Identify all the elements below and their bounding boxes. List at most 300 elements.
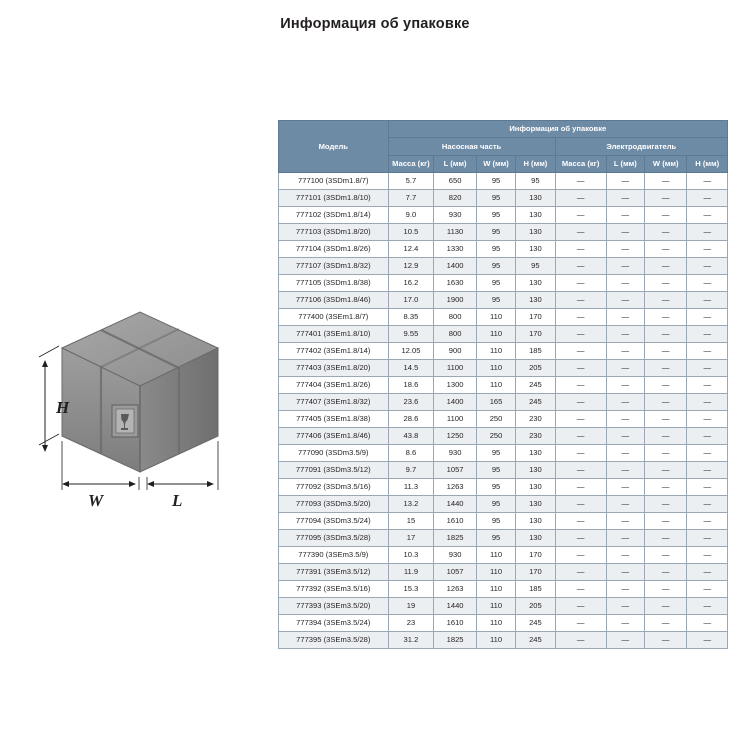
cell-motor-2: — <box>644 173 687 190</box>
cell-pump-3: 170 <box>516 326 555 343</box>
table-row <box>279 343 728 360</box>
header-group-motor: Электродвигатель <box>555 138 727 156</box>
table-row <box>279 190 728 207</box>
table-row <box>279 632 728 649</box>
table-row <box>279 326 728 343</box>
cell-motor-0: — <box>555 445 606 462</box>
cell-pump-1: 930 <box>434 207 477 224</box>
cell-motor-0: — <box>555 224 606 241</box>
cell-pump-0: 11.9 <box>388 564 434 581</box>
cell-pump-2: 95 <box>476 513 515 530</box>
cell-pump-2: 110 <box>476 343 515 360</box>
cell-model: 777400 (3SEm1.8/7) <box>279 309 389 326</box>
cell-motor-0: — <box>555 343 606 360</box>
cell-pump-0: 19 <box>388 598 434 615</box>
cell-pump-0: 23.6 <box>388 394 434 411</box>
cell-motor-1: — <box>606 530 644 547</box>
cell-model: 777405 (3SEm1.8/38) <box>279 411 389 428</box>
cell-motor-3: — <box>687 173 728 190</box>
cell-pump-2: 95 <box>476 479 515 496</box>
dimension-label-w: W <box>88 491 104 510</box>
cell-motor-0: — <box>555 411 606 428</box>
cell-pump-1: 1250 <box>434 428 477 445</box>
cell-motor-2: — <box>644 207 687 224</box>
cell-pump-3: 130 <box>516 207 555 224</box>
cell-pump-3: 230 <box>516 411 555 428</box>
header-group-pump: Насосная часть <box>388 138 555 156</box>
cell-motor-1: — <box>606 428 644 445</box>
cell-motor-3: — <box>687 411 728 428</box>
cell-pump-0: 28.6 <box>388 411 434 428</box>
cell-model: 777100 (3SDm1.8/7) <box>279 173 389 190</box>
cell-pump-3: 130 <box>516 241 555 258</box>
cell-motor-1: — <box>606 224 644 241</box>
cell-model: 777401 (3SEm1.8/10) <box>279 326 389 343</box>
cell-motor-0: — <box>555 275 606 292</box>
cell-pump-3: 205 <box>516 598 555 615</box>
cell-pump-0: 9.7 <box>388 462 434 479</box>
cell-pump-2: 110 <box>476 377 515 394</box>
header-motor-h: H (мм) <box>687 156 728 173</box>
cell-motor-1: — <box>606 496 644 513</box>
table-row <box>279 598 728 615</box>
cell-motor-3: — <box>687 615 728 632</box>
cell-model: 777391 (3SEm3.5/12) <box>279 564 389 581</box>
cell-motor-1: — <box>606 343 644 360</box>
cell-motor-3: — <box>687 326 728 343</box>
cell-pump-0: 43.8 <box>388 428 434 445</box>
cell-pump-3: 185 <box>516 581 555 598</box>
table-head <box>279 121 728 173</box>
cell-motor-2: — <box>644 275 687 292</box>
dimension-label-h: H <box>56 398 70 417</box>
cell-motor-2: — <box>644 547 687 564</box>
cell-motor-2: — <box>644 411 687 428</box>
cell-pump-3: 170 <box>516 547 555 564</box>
cell-pump-2: 110 <box>476 598 515 615</box>
cell-motor-0: — <box>555 207 606 224</box>
cell-motor-0: — <box>555 547 606 564</box>
cell-motor-3: — <box>687 496 728 513</box>
cell-pump-2: 165 <box>476 394 515 411</box>
table-row <box>279 360 728 377</box>
cell-pump-0: 12.4 <box>388 241 434 258</box>
table-row <box>279 224 728 241</box>
cell-motor-1: — <box>606 173 644 190</box>
cell-pump-1: 1610 <box>434 513 477 530</box>
cell-motor-3: — <box>687 190 728 207</box>
cell-pump-2: 95 <box>476 462 515 479</box>
table-row <box>279 292 728 309</box>
cell-pump-0: 15 <box>388 513 434 530</box>
cell-pump-1: 1400 <box>434 258 477 275</box>
cell-pump-1: 1130 <box>434 224 477 241</box>
cell-pump-0: 7.7 <box>388 190 434 207</box>
box-drawing <box>22 300 262 530</box>
cell-motor-3: — <box>687 462 728 479</box>
cell-pump-0: 8.35 <box>388 309 434 326</box>
table-row <box>279 615 728 632</box>
cell-motor-1: — <box>606 581 644 598</box>
table-row <box>279 513 728 530</box>
table-row <box>279 547 728 564</box>
cell-motor-1: — <box>606 598 644 615</box>
table-row <box>279 241 728 258</box>
cell-pump-0: 31.2 <box>388 632 434 649</box>
cell-motor-2: — <box>644 326 687 343</box>
cell-pump-2: 95 <box>476 173 515 190</box>
cell-motor-1: — <box>606 258 644 275</box>
packing-info-table <box>278 120 728 649</box>
page-title: Информация об упаковке <box>280 16 470 32</box>
cell-pump-2: 95 <box>476 292 515 309</box>
cell-model: 777403 (3SEm1.8/20) <box>279 360 389 377</box>
table-row <box>279 207 728 224</box>
cell-motor-0: — <box>555 428 606 445</box>
cell-motor-0: — <box>555 377 606 394</box>
cell-motor-1: — <box>606 360 644 377</box>
cell-pump-2: 110 <box>476 632 515 649</box>
cell-pump-2: 110 <box>476 547 515 564</box>
cell-motor-3: — <box>687 377 728 394</box>
cell-motor-1: — <box>606 479 644 496</box>
cell-pump-3: 170 <box>516 309 555 326</box>
cell-motor-1: — <box>606 411 644 428</box>
cell-pump-1: 1440 <box>434 598 477 615</box>
cell-pump-0: 12.05 <box>388 343 434 360</box>
cell-motor-0: — <box>555 581 606 598</box>
cell-pump-1: 1100 <box>434 360 477 377</box>
cell-motor-2: — <box>644 343 687 360</box>
cell-pump-3: 130 <box>516 513 555 530</box>
table-head-row-title <box>279 121 728 138</box>
cell-motor-2: — <box>644 615 687 632</box>
cell-motor-1: — <box>606 275 644 292</box>
cell-pump-1: 1900 <box>434 292 477 309</box>
cell-pump-2: 110 <box>476 615 515 632</box>
cell-pump-0: 9.0 <box>388 207 434 224</box>
cell-pump-3: 130 <box>516 496 555 513</box>
cell-motor-0: — <box>555 173 606 190</box>
cell-pump-1: 1057 <box>434 462 477 479</box>
cell-model: 777106 (3SDm1.8/46) <box>279 292 389 309</box>
header-pump-h: H (мм) <box>516 156 555 173</box>
cell-model: 777404 (3SEm1.8/26) <box>279 377 389 394</box>
table-row <box>279 428 728 445</box>
cell-motor-2: — <box>644 309 687 326</box>
cell-motor-2: — <box>644 462 687 479</box>
cell-pump-0: 16.2 <box>388 275 434 292</box>
cell-motor-0: — <box>555 513 606 530</box>
cell-model: 777402 (3SEm1.8/14) <box>279 343 389 360</box>
cell-motor-3: — <box>687 207 728 224</box>
dimension-label-l: L <box>172 491 183 510</box>
cell-model: 777393 (3SEm3.5/20) <box>279 598 389 615</box>
cell-model: 777102 (3SDm1.8/14) <box>279 207 389 224</box>
cell-motor-1: — <box>606 615 644 632</box>
cell-motor-2: — <box>644 377 687 394</box>
table-row <box>279 564 728 581</box>
cell-pump-3: 130 <box>516 224 555 241</box>
cell-motor-0: — <box>555 326 606 343</box>
cell-pump-3: 130 <box>516 462 555 479</box>
cell-motor-1: — <box>606 326 644 343</box>
cell-motor-0: — <box>555 598 606 615</box>
cell-pump-1: 1263 <box>434 479 477 496</box>
fragile-glass-symbol <box>112 405 138 437</box>
cell-pump-3: 245 <box>516 632 555 649</box>
header-motor-w: W (мм) <box>644 156 687 173</box>
cell-pump-3: 185 <box>516 343 555 360</box>
packing-info-table-wrap <box>278 120 728 649</box>
cell-pump-1: 900 <box>434 343 477 360</box>
cell-pump-2: 95 <box>476 445 515 462</box>
cell-motor-3: — <box>687 224 728 241</box>
cell-model: 777104 (3SDm1.8/26) <box>279 241 389 258</box>
cell-pump-0: 10.5 <box>388 224 434 241</box>
cell-pump-0: 17.0 <box>388 292 434 309</box>
cell-motor-0: — <box>555 530 606 547</box>
cell-pump-1: 1300 <box>434 377 477 394</box>
cell-pump-1: 1630 <box>434 275 477 292</box>
cell-pump-0: 14.5 <box>388 360 434 377</box>
cell-motor-3: — <box>687 479 728 496</box>
cell-motor-2: — <box>644 598 687 615</box>
cell-pump-3: 130 <box>516 530 555 547</box>
header-motor-mass: Масса (кг) <box>555 156 606 173</box>
cell-motor-2: — <box>644 241 687 258</box>
cell-motor-1: — <box>606 445 644 462</box>
cell-motor-0: — <box>555 258 606 275</box>
cell-pump-1: 820 <box>434 190 477 207</box>
cell-pump-1: 650 <box>434 173 477 190</box>
cell-motor-2: — <box>644 292 687 309</box>
cell-pump-1: 1610 <box>434 615 477 632</box>
cell-motor-3: — <box>687 513 728 530</box>
cell-pump-2: 250 <box>476 428 515 445</box>
cell-pump-0: 8.6 <box>388 445 434 462</box>
cell-motor-0: — <box>555 241 606 258</box>
cell-motor-2: — <box>644 632 687 649</box>
cell-pump-2: 250 <box>476 411 515 428</box>
cell-pump-0: 5.7 <box>388 173 434 190</box>
cell-model: 777390 (3SEm3.5/9) <box>279 547 389 564</box>
cell-pump-2: 95 <box>476 530 515 547</box>
header-motor-l: L (мм) <box>606 156 644 173</box>
cell-motor-0: — <box>555 190 606 207</box>
cell-motor-1: — <box>606 241 644 258</box>
cell-motor-0: — <box>555 479 606 496</box>
cell-motor-2: — <box>644 258 687 275</box>
cell-pump-3: 95 <box>516 258 555 275</box>
cell-model: 777092 (3SDm3.5/16) <box>279 479 389 496</box>
table-row <box>279 377 728 394</box>
cell-pump-0: 17 <box>388 530 434 547</box>
cell-motor-1: — <box>606 547 644 564</box>
cell-motor-0: — <box>555 496 606 513</box>
table-row <box>279 275 728 292</box>
cell-motor-2: — <box>644 564 687 581</box>
cell-pump-3: 95 <box>516 173 555 190</box>
cell-motor-2: — <box>644 190 687 207</box>
table-row <box>279 394 728 411</box>
cell-pump-1: 1400 <box>434 394 477 411</box>
cell-pump-2: 95 <box>476 207 515 224</box>
cell-pump-2: 110 <box>476 326 515 343</box>
cell-motor-2: — <box>644 445 687 462</box>
table-body <box>279 173 728 649</box>
cell-motor-2: — <box>644 394 687 411</box>
cell-motor-1: — <box>606 309 644 326</box>
table-row <box>279 496 728 513</box>
table-row <box>279 479 728 496</box>
cell-motor-0: — <box>555 292 606 309</box>
cell-motor-1: — <box>606 513 644 530</box>
cell-pump-3: 205 <box>516 360 555 377</box>
cell-motor-0: — <box>555 360 606 377</box>
cell-pump-3: 245 <box>516 394 555 411</box>
table-row <box>279 462 728 479</box>
cell-motor-3: — <box>687 581 728 598</box>
cell-pump-2: 95 <box>476 190 515 207</box>
cell-pump-1: 1263 <box>434 581 477 598</box>
cell-pump-2: 95 <box>476 224 515 241</box>
cell-pump-2: 110 <box>476 581 515 598</box>
cell-motor-0: — <box>555 632 606 649</box>
cell-pump-1: 1057 <box>434 564 477 581</box>
cell-pump-1: 1825 <box>434 530 477 547</box>
cell-model: 777395 (3SEm3.5/28) <box>279 632 389 649</box>
table-row <box>279 530 728 547</box>
table-row <box>279 445 728 462</box>
cell-motor-1: — <box>606 292 644 309</box>
header-top-title: Информация об упаковке <box>388 121 727 138</box>
cell-motor-2: — <box>644 530 687 547</box>
header-pump-mass: Масса (кг) <box>388 156 434 173</box>
cell-pump-1: 930 <box>434 547 477 564</box>
cell-motor-3: — <box>687 258 728 275</box>
cell-pump-3: 170 <box>516 564 555 581</box>
cell-model: 777091 (3SDm3.5/12) <box>279 462 389 479</box>
cell-motor-3: — <box>687 309 728 326</box>
header-pump-l: L (мм) <box>434 156 477 173</box>
cell-motor-3: — <box>687 632 728 649</box>
cell-pump-3: 245 <box>516 377 555 394</box>
cell-pump-2: 95 <box>476 258 515 275</box>
cell-motor-3: — <box>687 428 728 445</box>
cell-pump-1: 1825 <box>434 632 477 649</box>
cell-motor-2: — <box>644 428 687 445</box>
cell-motor-2: — <box>644 496 687 513</box>
cell-motor-2: — <box>644 360 687 377</box>
cell-model: 777095 (3SDm3.5/28) <box>279 530 389 547</box>
table-row <box>279 173 728 190</box>
cell-motor-3: — <box>687 445 728 462</box>
cell-motor-0: — <box>555 564 606 581</box>
cell-pump-2: 95 <box>476 275 515 292</box>
cell-model: 777101 (3SDm1.8/10) <box>279 190 389 207</box>
cell-motor-1: — <box>606 564 644 581</box>
cell-motor-1: — <box>606 190 644 207</box>
cell-motor-3: — <box>687 530 728 547</box>
cell-pump-0: 11.3 <box>388 479 434 496</box>
cell-pump-0: 18.6 <box>388 377 434 394</box>
cell-pump-0: 12.9 <box>388 258 434 275</box>
cell-motor-3: — <box>687 598 728 615</box>
cell-motor-0: — <box>555 394 606 411</box>
cell-pump-3: 130 <box>516 275 555 292</box>
cell-pump-2: 95 <box>476 241 515 258</box>
cell-pump-1: 930 <box>434 445 477 462</box>
cell-motor-3: — <box>687 394 728 411</box>
cell-motor-0: — <box>555 462 606 479</box>
cell-model: 777105 (3SDm1.8/38) <box>279 275 389 292</box>
cell-pump-1: 1440 <box>434 496 477 513</box>
cell-model: 777107 (3SDm1.8/32) <box>279 258 389 275</box>
cell-model: 777093 (3SDm3.5/20) <box>279 496 389 513</box>
cell-motor-3: — <box>687 292 728 309</box>
cell-motor-3: — <box>687 360 728 377</box>
cell-motor-1: — <box>606 207 644 224</box>
cell-pump-1: 800 <box>434 309 477 326</box>
cell-motor-3: — <box>687 343 728 360</box>
header-model: Модель <box>279 121 389 173</box>
cell-pump-0: 9.55 <box>388 326 434 343</box>
cell-pump-3: 130 <box>516 292 555 309</box>
cell-motor-0: — <box>555 615 606 632</box>
cell-pump-0: 13.2 <box>388 496 434 513</box>
cell-motor-2: — <box>644 513 687 530</box>
cell-model: 777103 (3SDm1.8/20) <box>279 224 389 241</box>
cell-motor-3: — <box>687 547 728 564</box>
cell-model: 777407 (3SEm1.8/32) <box>279 394 389 411</box>
cell-pump-1: 1100 <box>434 411 477 428</box>
cell-pump-2: 110 <box>476 564 515 581</box>
cell-pump-2: 110 <box>476 309 515 326</box>
cell-pump-3: 230 <box>516 428 555 445</box>
table-row <box>279 411 728 428</box>
cell-pump-1: 800 <box>434 326 477 343</box>
cell-motor-3: — <box>687 564 728 581</box>
cell-pump-0: 10.3 <box>388 547 434 564</box>
cell-pump-0: 23 <box>388 615 434 632</box>
cell-model: 777406 (3SEm1.8/46) <box>279 428 389 445</box>
cell-motor-1: — <box>606 462 644 479</box>
cell-motor-1: — <box>606 394 644 411</box>
cell-pump-3: 130 <box>516 479 555 496</box>
cell-model: 777094 (3SDm3.5/24) <box>279 513 389 530</box>
cell-pump-2: 95 <box>476 496 515 513</box>
cell-motor-2: — <box>644 479 687 496</box>
cell-model: 777394 (3SEm3.5/24) <box>279 615 389 632</box>
table-row <box>279 581 728 598</box>
cell-motor-1: — <box>606 632 644 649</box>
table-row <box>279 258 728 275</box>
cell-model: 777090 (3SDm3.5/9) <box>279 445 389 462</box>
cell-motor-1: — <box>606 377 644 394</box>
cell-motor-2: — <box>644 224 687 241</box>
cell-pump-3: 130 <box>516 445 555 462</box>
cell-pump-1: 1330 <box>434 241 477 258</box>
table-row <box>279 309 728 326</box>
cell-pump-3: 130 <box>516 190 555 207</box>
cell-motor-3: — <box>687 275 728 292</box>
cell-pump-3: 245 <box>516 615 555 632</box>
cell-pump-0: 15.3 <box>388 581 434 598</box>
header-pump-w: W (мм) <box>476 156 515 173</box>
cell-pump-2: 110 <box>476 360 515 377</box>
cell-model: 777392 (3SEm3.5/16) <box>279 581 389 598</box>
